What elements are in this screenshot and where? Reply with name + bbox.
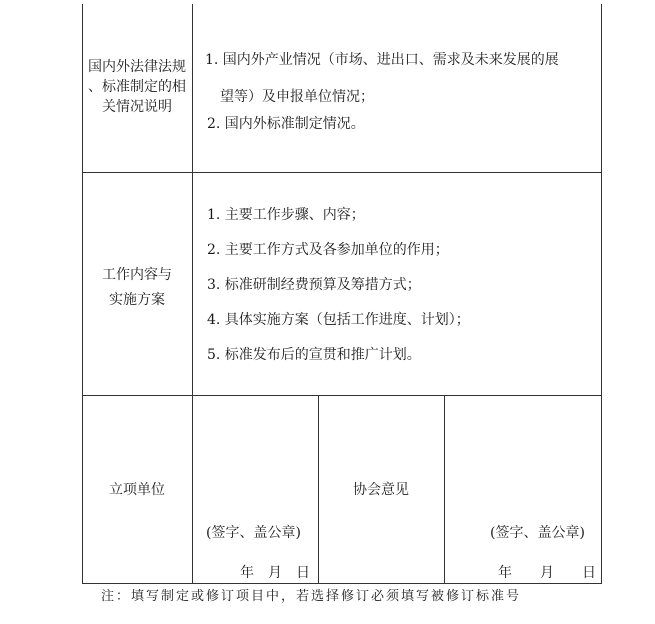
section2-item-2: 2. 主要工作方式及各参加单位的作用；: [207, 242, 449, 258]
section1-label-line-3: 关情况说明: [102, 99, 172, 115]
row-divider-2: [82, 395, 602, 396]
section2-item-3: 3. 标准研制经费预算及筹措方式；: [207, 277, 421, 293]
section1-item-1-cont: 望等）及申报单位情况；: [220, 89, 374, 105]
section1-item-1: 1. 国内外产业情况（市场、进出口、需求及未来发展的展: [205, 52, 559, 68]
project-unit-label: 立项单位: [109, 482, 165, 498]
date-right: 年 月 日: [498, 565, 596, 581]
section2-item-5: 5. 标准发布后的宣贯和推广计划。: [207, 347, 421, 363]
section2-label-line-1: 工作内容与: [102, 267, 172, 283]
section2-item-1: 1. 主要工作步骤、内容；: [207, 207, 365, 223]
table-border-right: [601, 4, 602, 584]
table-border-bottom: [82, 583, 602, 584]
label-column-divider: [192, 4, 193, 584]
section2-label-line-2: 实施方案: [109, 292, 165, 308]
sign-left: (签字、盖公章): [206, 525, 301, 541]
sign-right: (签字、盖公章): [490, 525, 585, 541]
form-footnote: 注：填写制定或修订项目中，若选择修订必须填写被修订标准号: [101, 589, 522, 604]
section1-item-2: 2. 国内外标准制定情况。: [207, 116, 365, 132]
section1-label-line-2: 、标准制定的相: [88, 79, 186, 95]
middle-divider-2: [444, 395, 445, 584]
row-divider-1: [82, 172, 602, 173]
section2-item-4: 4. 具体实施方案（包括工作进度、计划）；: [207, 312, 470, 328]
association-opinion-label: 协会意见: [353, 482, 409, 498]
section1-label-line-1: 国内外法律法规: [88, 59, 186, 75]
date-left: 年 月 日: [240, 565, 310, 581]
application-form-table: [82, 4, 602, 584]
